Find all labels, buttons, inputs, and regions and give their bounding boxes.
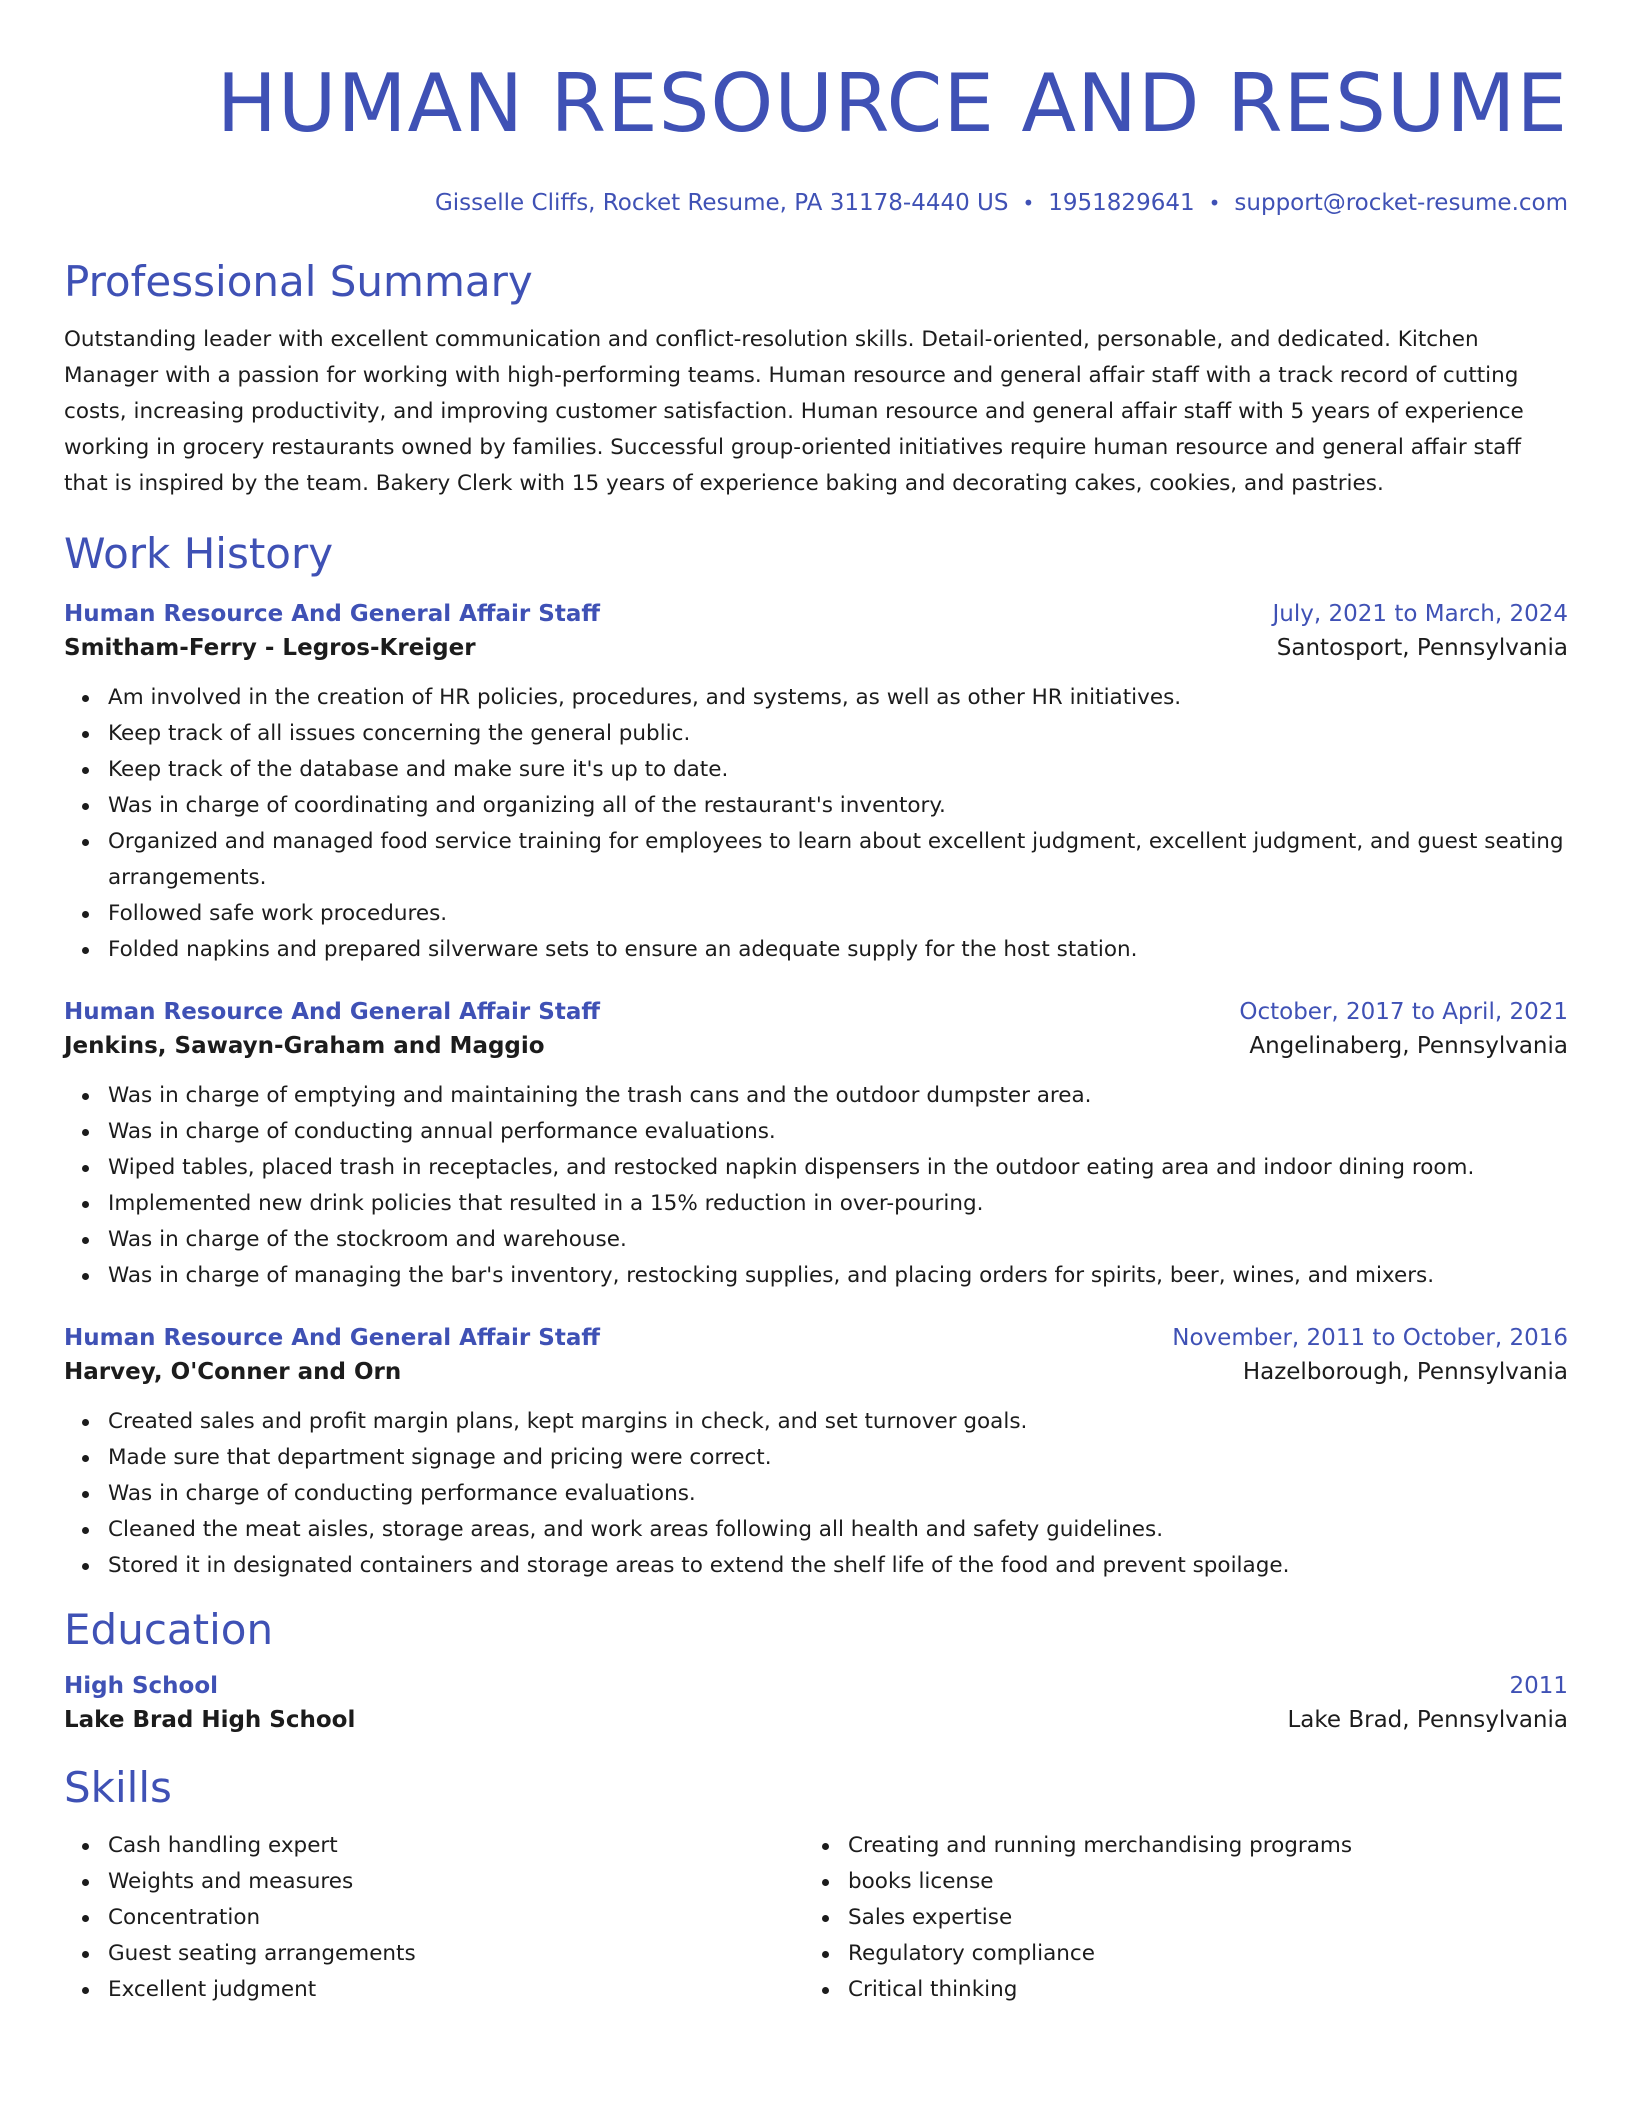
skill-item: Guest seating arrangements [108, 1936, 804, 1972]
job-bullet: Organized and managed food service training for employees to learn about excellent judgment, excellent judgment, and guest seating arrangements. [108, 824, 1568, 896]
job-bullet: Cleaned the meat aisles, storage areas, and work areas following all health and safety guidelines. [108, 1512, 1568, 1548]
contact-phone: 1951829641 [1048, 190, 1195, 216]
job-bullet: Created sales and profit margin plans, kept margins in check, and set turnover goals. [108, 1404, 1568, 1440]
job-bullet-list [64, 680, 1568, 968]
job-bullet-list [64, 1078, 1568, 1294]
job-bullet: Was in charge of the stockroom and warehouse. [108, 1222, 1568, 1258]
job-bullet: Was in charge of coordinating and organizing all of the restaurant's inventory. [108, 788, 1568, 824]
education-school: Lake Brad High School [64, 1707, 356, 1733]
skills-list-right [804, 1828, 1564, 2008]
contact-address: Gisselle Cliffs, Rocket Resume, PA 31178-4440 US [434, 190, 1009, 216]
resume-page [64, 0, 1568, 2008]
skill-item: Weights and measures [108, 1864, 804, 1900]
skills-grid [64, 1828, 1568, 2008]
job-bullet-list [64, 1404, 1568, 1584]
job-dates: July, 2021 to March, 2024 [1272, 601, 1568, 627]
job-bullet: Wiped tables, placed trash in receptacles, and restocked napkin dispensers in the outdoor eating area and indoor dining room. [108, 1150, 1568, 1186]
job-entry [64, 996, 1568, 1294]
job-bullet: Followed safe work procedures. [108, 896, 1568, 932]
job-company: Harvey, O'Conner and Orn [64, 1359, 402, 1385]
skill-item: Excellent judgment [108, 1972, 804, 2008]
job-role: Human Resource And General Affair Staff [64, 1325, 600, 1351]
skill-item: Cash handling expert [108, 1828, 804, 1864]
section-title-skills: Skills [64, 1763, 172, 1812]
job-location: Hazelborough, Pennsylvania [1242, 1359, 1568, 1385]
education-year: 2011 [1509, 1673, 1568, 1699]
job-bullet: Was in charge of managing the bar's inventory, restocking supplies, and placing orders for spirits, beer, wines, and mixers. [108, 1258, 1568, 1294]
work-history-list [64, 598, 1568, 1584]
skills-column-right [804, 1828, 1564, 2008]
education-location: Lake Brad, Pennsylvania [1287, 1707, 1568, 1733]
skill-item: Critical thinking [848, 1972, 1564, 2008]
skill-item: Regulatory compliance [848, 1936, 1564, 1972]
job-role: Human Resource And General Affair Staff [64, 999, 600, 1025]
job-bullet: Keep track of the database and make sure it's up to date. [108, 752, 1568, 788]
job-entry [64, 598, 1568, 968]
job-bullet: Keep track of all issues concerning the general public. [108, 716, 1568, 752]
education-degree: High School [64, 1673, 219, 1699]
job-location: Angelinaberg, Pennsylvania [1249, 1033, 1568, 1059]
education-entry [64, 1670, 1568, 1738]
skill-item: Creating and running merchandising programs [848, 1828, 1564, 1864]
skill-item: Sales expertise [848, 1900, 1564, 1936]
section-title-summary: Professional Summary [64, 257, 533, 306]
job-company: Smitham-Ferry - Legros-Kreiger [64, 635, 476, 661]
skill-item: books license [848, 1864, 1564, 1900]
job-role: Human Resource And General Affair Staff [64, 601, 600, 627]
job-bullet: Implemented new drink policies that resulted in a 15% reduction in over-pouring. [108, 1186, 1568, 1222]
job-company: Jenkins, Sawayn-Graham and Maggio [64, 1033, 545, 1059]
skill-item: Concentration [108, 1900, 804, 1936]
job-dates: October, 2017 to April, 2021 [1239, 999, 1568, 1025]
job-bullet: Made sure that department signage and pricing were correct. [108, 1440, 1568, 1476]
summary-text: Outstanding leader with excellent communication and conflict-resolution skills. Detail-oriented, personable, and dedicated. Kitchen Manager with a passion for working with high-performing teams. Human resource and general affair staff with a track record of cutting costs, increasing productivity, and improving customer satisfaction. Human resource and general affair staff with 5 years of experience working in grocery restaurants owned by families. Successful group-oriented initiatives require human resource and general affair staff that is inspired by the team. Bakery Clerk with 15 years of experience baking and decorating cakes, cookies, and pastries. [64, 327, 1524, 496]
job-dates: November, 2011 to October, 2016 [1172, 1325, 1568, 1351]
contact-line [64, 188, 1568, 218]
section-title-education: Education [64, 1605, 274, 1654]
skills-column-left [64, 1828, 804, 2008]
job-entry [64, 1322, 1568, 1584]
job-bullet: Was in charge of conducting performance evaluations. [108, 1476, 1568, 1512]
job-bullet: Was in charge of conducting annual performance evaluations. [108, 1114, 1568, 1150]
job-location: Santosport, Pennsylvania [1276, 635, 1568, 661]
section-title-work-history: Work History [64, 529, 334, 578]
contact-separator: • [1208, 191, 1221, 215]
job-bullet: Was in charge of emptying and maintaining the trash cans and the outdoor dumpster area. [108, 1078, 1568, 1114]
job-bullet: Folded napkins and prepared silverware sets to ensure an adequate supply for the host station. [108, 932, 1568, 968]
contact-separator: • [1022, 191, 1035, 215]
job-bullet: Stored it in designated containers and storage areas to extend the shelf life of the food and prevent spoilage. [108, 1548, 1568, 1584]
skills-list-left [64, 1828, 804, 2008]
resume-name: HUMAN RESOURCE AND RESUME [216, 57, 1568, 150]
contact-email[interactable]: support@rocket-resume.com [1234, 190, 1568, 216]
job-bullet: Am involved in the creation of HR policies, procedures, and systems, as well as other HR initiatives. [108, 680, 1568, 716]
